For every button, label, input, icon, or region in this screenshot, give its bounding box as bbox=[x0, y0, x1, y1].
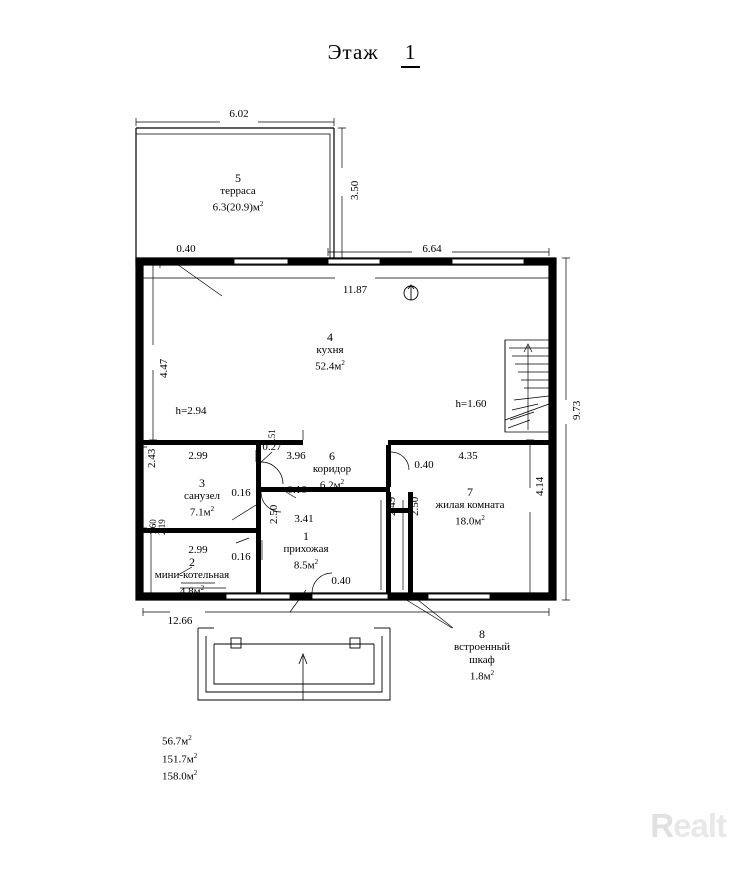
room-name: терраса bbox=[220, 185, 256, 197]
room-name: мини-котельная bbox=[154, 569, 230, 581]
dim-0-16-c: 0.16 bbox=[231, 551, 251, 563]
room-label-5 bbox=[213, 172, 264, 215]
area-totals bbox=[162, 731, 197, 784]
room-name: кухня bbox=[316, 344, 344, 356]
dim-3-96: 3.96 bbox=[286, 450, 306, 462]
staircase bbox=[505, 340, 549, 432]
floor-number: 1 bbox=[401, 40, 421, 68]
room-name: санузел bbox=[183, 490, 221, 502]
dim-h-2-94: h=2.94 bbox=[175, 405, 207, 417]
room-label-7 bbox=[435, 486, 504, 529]
dim-2-19: 2.19 bbox=[157, 519, 167, 535]
dimension-9-73 bbox=[562, 258, 570, 600]
room-area: $1.8м^2$ bbox=[469, 669, 495, 683]
dim-0-40-bottom: 0.40 bbox=[331, 575, 351, 587]
dim-1-51: 1.51 bbox=[267, 429, 277, 445]
room-name: жилая комната bbox=[435, 499, 505, 511]
dim-0-40-corridor: 0.40 bbox=[414, 459, 434, 471]
orientation-marker bbox=[404, 285, 418, 300]
total-line-2: $151.7м^2$ bbox=[162, 751, 198, 766]
room-number: 3 bbox=[198, 476, 205, 490]
room-area: $52.4м^2$ bbox=[315, 359, 345, 373]
room-number: 6 bbox=[329, 449, 335, 463]
dimension-4-14 bbox=[526, 440, 534, 593]
dim-1-60: 1.60 bbox=[148, 519, 158, 535]
dim-h-1-60: h=1.60 bbox=[455, 398, 487, 410]
entry-arrow bbox=[299, 654, 307, 700]
dim-11-87: 11.87 bbox=[342, 284, 368, 296]
dim-2-50-b: 2.50 bbox=[409, 496, 421, 516]
room-number: 8 bbox=[479, 627, 485, 641]
dim-2-99-top: 2.99 bbox=[188, 450, 208, 462]
dim-3-41: 3.41 bbox=[294, 513, 314, 525]
dimension-4-47 bbox=[149, 265, 157, 440]
dim-0-27: 0.27 bbox=[262, 441, 282, 453]
room-label-3 bbox=[184, 477, 220, 520]
page-title bbox=[0, 40, 748, 68]
dim-9-73: 9.73 bbox=[571, 400, 583, 420]
room-number: 4 bbox=[327, 330, 333, 344]
dim-4-14: 4.14 bbox=[534, 476, 546, 496]
room-area: $6.2м^2$ bbox=[319, 478, 345, 492]
room-name: прихожая bbox=[283, 543, 329, 555]
room-label-4 bbox=[315, 331, 345, 374]
dim-0-16-a: 0.16 bbox=[231, 487, 251, 499]
dim-4-47: 4.47 bbox=[158, 358, 170, 378]
dim-6-64: 6.64 bbox=[422, 243, 442, 255]
stair-direction-arrow bbox=[524, 344, 532, 430]
room-area: $18.0м^2$ bbox=[455, 514, 485, 528]
title-label: Этаж bbox=[327, 40, 379, 64]
dimension-12-66 bbox=[143, 608, 549, 616]
lower-level-outline bbox=[198, 628, 390, 700]
dim-0-16-b: 0.16 bbox=[287, 484, 307, 496]
room-label-1 bbox=[283, 530, 328, 573]
dim-4-35: 4.35 bbox=[458, 450, 478, 462]
watermark-prefix: R bbox=[650, 807, 674, 844]
dim-2-49: 2.49 bbox=[386, 496, 398, 516]
room-area: $4.8м^2$ bbox=[179, 584, 205, 598]
room-area: $7.1м^2$ bbox=[189, 505, 215, 519]
dim-6-02: 6.02 bbox=[229, 108, 249, 120]
room-area: $8.5м^2$ bbox=[293, 558, 319, 572]
total-line-3: $158.0м^2$ bbox=[162, 769, 198, 783]
dim-12-66: 12.66 bbox=[167, 615, 193, 627]
room-name-line1: встроенный bbox=[453, 641, 511, 653]
room-number: 5 bbox=[234, 171, 241, 185]
room-label-8 bbox=[454, 628, 510, 684]
room-number: 7 bbox=[466, 485, 473, 499]
room-area: $6.3(20.9)м^2$ bbox=[212, 200, 264, 214]
watermark bbox=[650, 807, 726, 845]
dim-2-99-bottom: 2.99 bbox=[188, 544, 208, 556]
dim-0-40-top: 0.40 bbox=[176, 243, 196, 255]
room-number: 2 bbox=[188, 555, 195, 569]
total-line-1: $56.7м^2$ bbox=[162, 734, 192, 748]
room-name-line2: шкаф bbox=[469, 654, 495, 666]
room-name: коридор bbox=[312, 463, 352, 475]
room-label-6 bbox=[313, 450, 351, 493]
dimension-11-87 bbox=[143, 274, 549, 282]
room-label-2 bbox=[155, 556, 229, 599]
dim-2-50-a: 2.50 bbox=[268, 504, 280, 524]
dim-3-50: 3.50 bbox=[349, 180, 361, 200]
dim-2-43: 2.43 bbox=[146, 448, 158, 468]
watermark-rest: ealt bbox=[673, 807, 726, 844]
room-number: 1 bbox=[303, 529, 309, 543]
